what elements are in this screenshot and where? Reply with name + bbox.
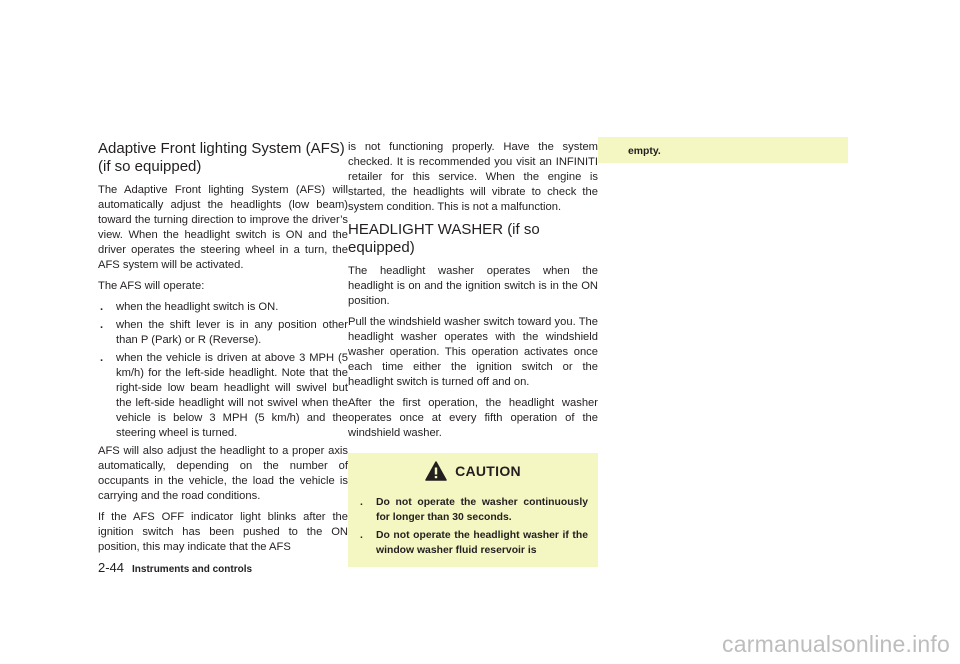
list-item: . when the vehicle is driven at above 3 MPH (5 km/h) for the left-side headlight. Note that the right-side low beam headlight will swivel but the left-side headlight will not swivel when the vehicle is below 3 MPH (5 km/h) and the steering wheel is turned. [100,352,348,439]
afs-axis-paragraph: AFS will also adjust the headlight to a proper axis automatically, depending on the number of occupants in the vehicle, the load the vehicle is carrying and the road conditions. [98,445,348,502]
afs-operate-label: The AFS will operate: [98,280,205,292]
caution-title: CAUTION [455,462,521,479]
page-footer [98,560,252,575]
afs-heading: Adaptive Front lighting System (AFS) (if so equipped) [98,140,345,175]
bullet-icon: . [100,352,104,364]
afs-continued-paragraph: is not functioning properly. Have the system checked. It is recommended you visit an INFINITI retailer for this service. When the engine is started, the headlights will vibrate to check the system condition. This is not a malfunction. [348,141,598,213]
page-number: 2-44 [98,560,125,575]
afs-operate-list [98,300,348,441]
afs-indicator-paragraph: If the AFS OFF indicator light blinks after the ignition switch has been pushed to the ON position, this may indicate that the AFS [98,511,348,553]
column-right [598,140,848,163]
list-item: . Do not operate the headlight washer if the window washer fluid reservoir is [360,530,588,556]
caution-box [348,453,598,567]
bullet-icon: . [360,530,363,541]
washer-paragraph-3: After the first operation, the headlight washer operates once at every fifth operation of the windshield washer. [348,397,598,439]
column-left [98,140,348,561]
headlight-washer-heading: HEADLIGHT WASHER (if so equipped) [348,221,540,256]
washer-paragraph-2: Pull the windshield washer switch toward you. The headlight washer operates with the windshield washer operation. This operation activates once each time either the ignition switch or the headlight switch is turned off and on. [348,316,598,388]
list-item: . when the shift lever is in any position other than P (Park) or R (Reverse). [100,319,348,346]
list-item: . Do not operate the washer continuously for longer than 30 seconds. [360,497,588,523]
warning-icon [425,461,447,481]
list-item: . when the headlight switch is ON. [100,301,279,313]
watermark: carmanualsonline.info [722,631,950,657]
caution-continuation: empty. [598,137,848,163]
caution-header [358,461,588,481]
bullet-icon: . [100,301,104,313]
section-name: Instruments and controls [132,564,253,575]
column-middle [348,140,598,567]
washer-paragraph-1: The headlight washer operates when the headlight is on and the ignition switch is in the ON position. [348,265,598,307]
afs-intro-paragraph: The Adaptive Front lighting System (AFS) will automatically adjust the headlights (low beam) toward the turning direction to improve the driver’s view. When the headlight switch is ON and the driver operates the steering wheel in a turn, the AFS system will be activated. [98,184,348,271]
caution-list [358,495,588,558]
bullet-icon: . [100,319,104,331]
bullet-icon: . [360,497,363,508]
